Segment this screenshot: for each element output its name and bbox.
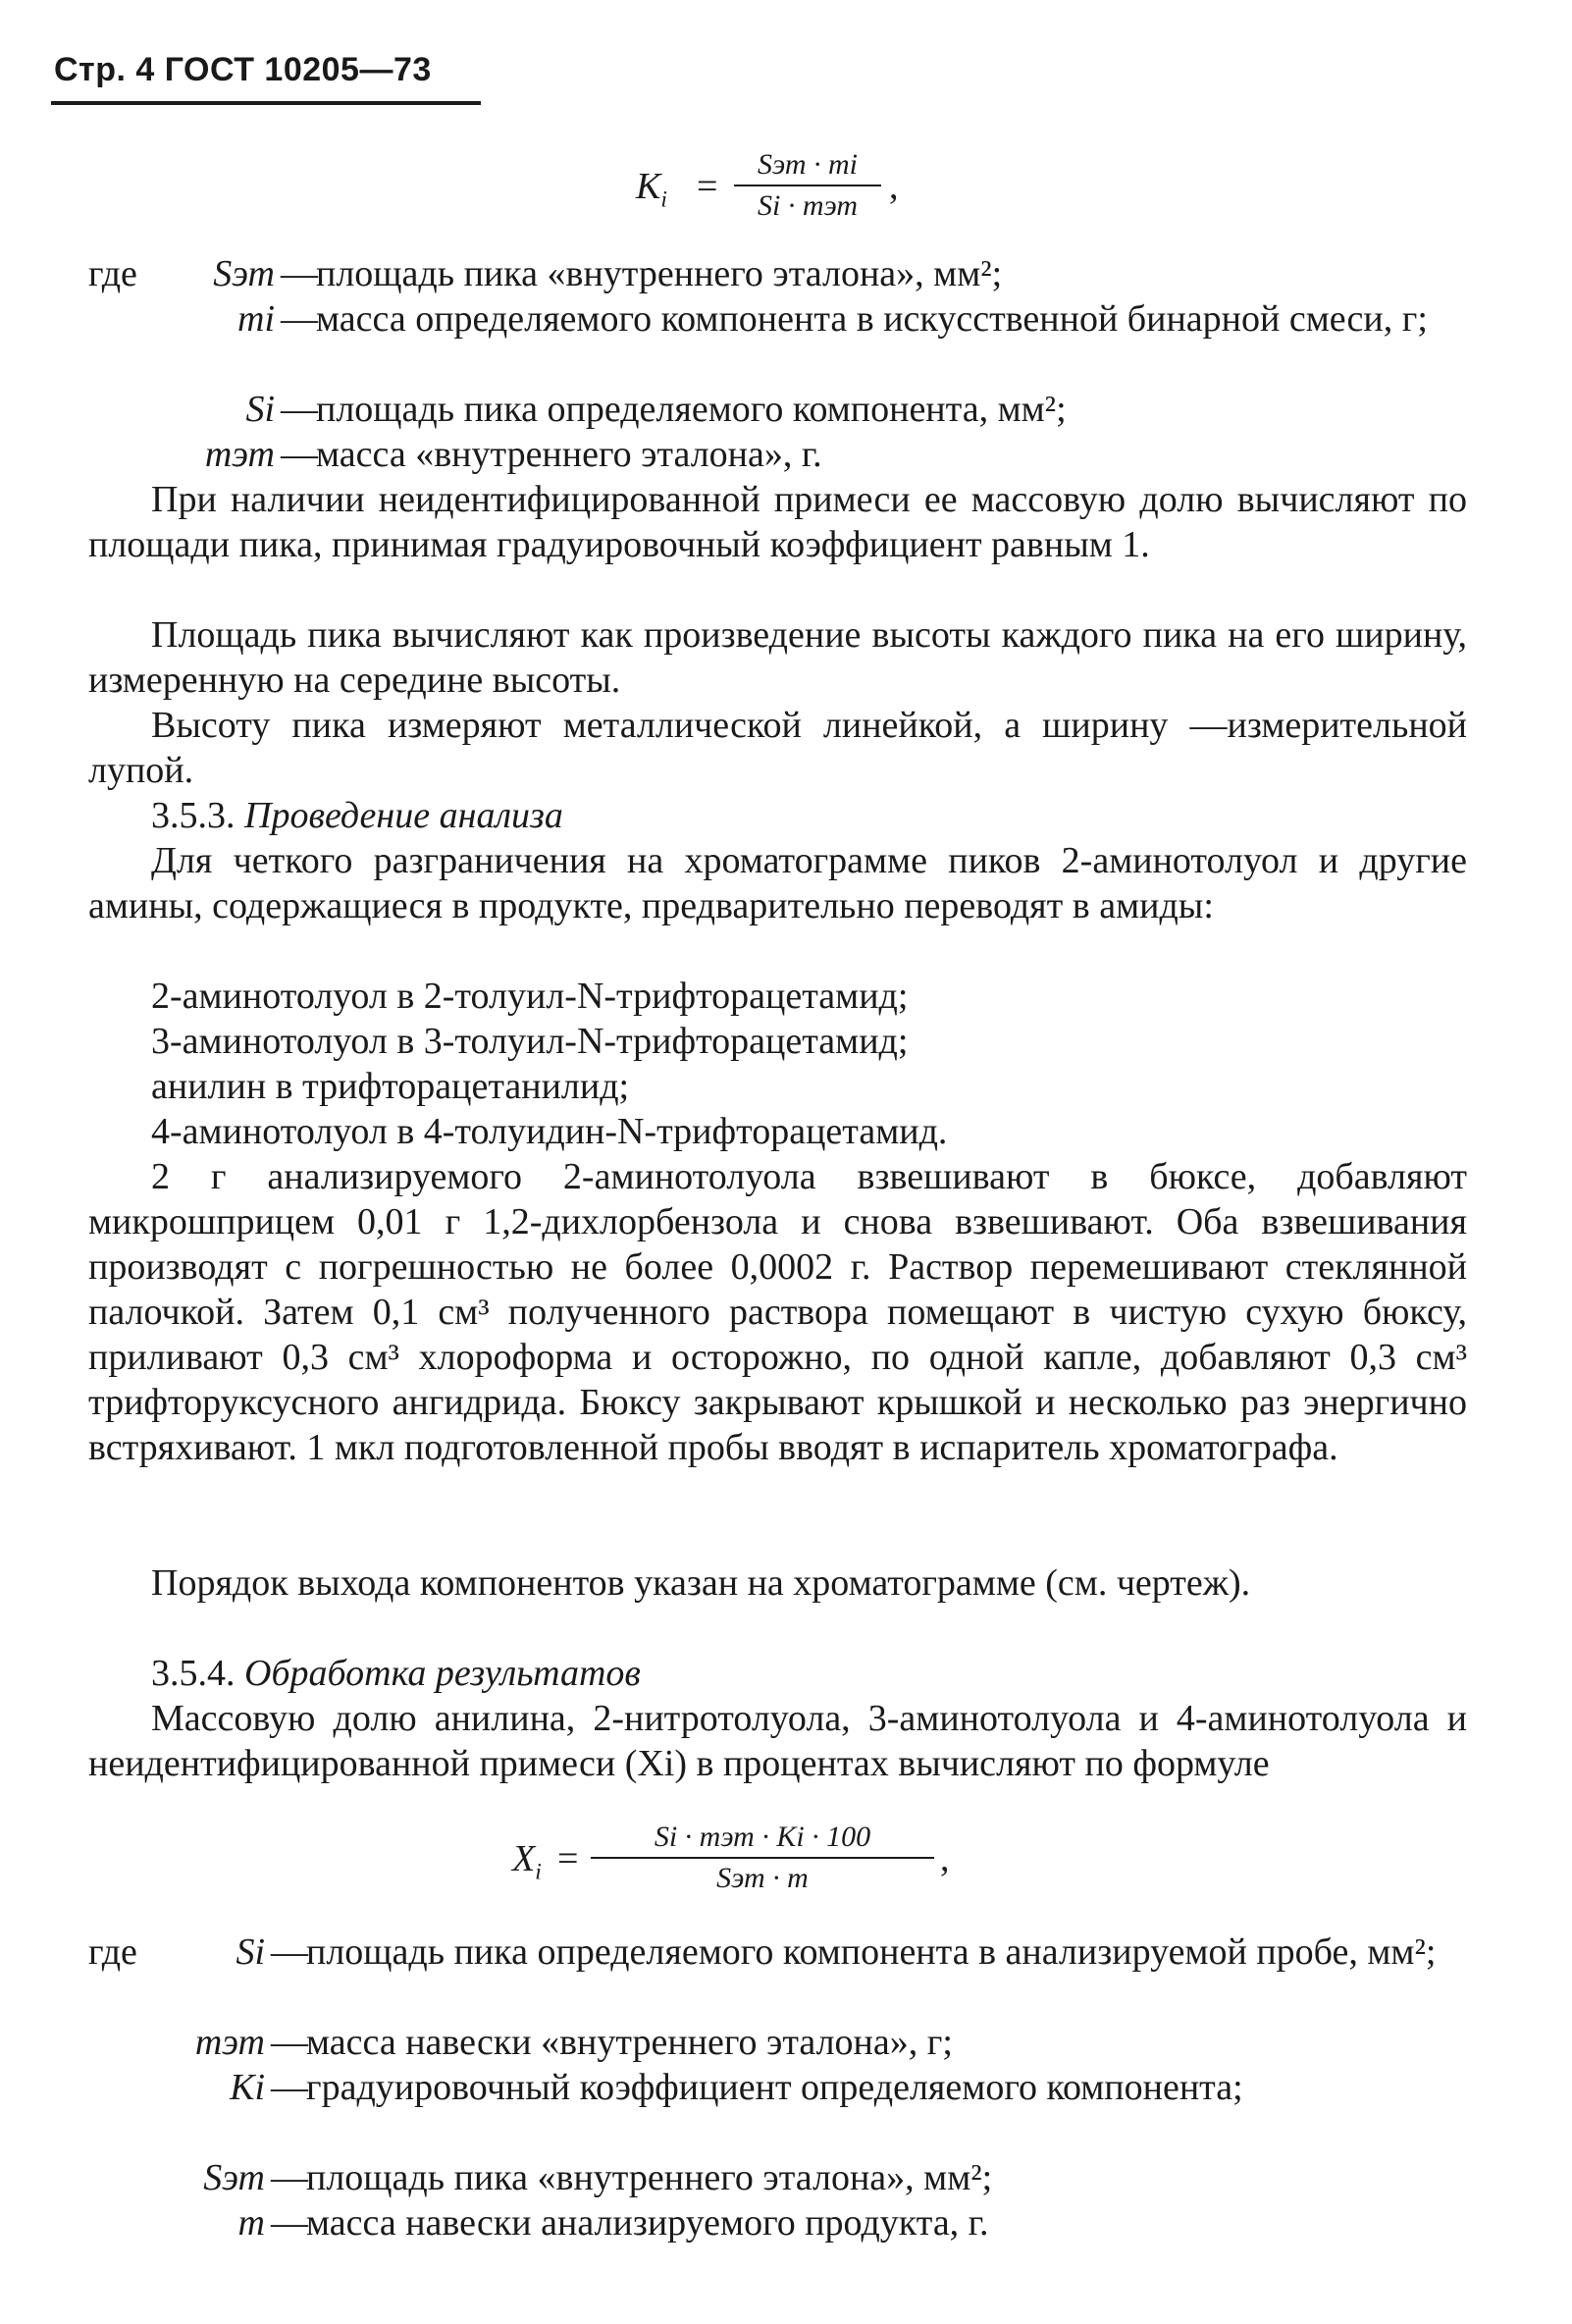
def-dash: — [271, 2157, 308, 2198]
def-dash: — [271, 2022, 308, 2063]
paragraph: При наличии неидентифицированной примеси ее массовую долю вычисляют по площади пика, принимая градуировочный коэффициент равным 1. [88, 479, 1467, 565]
def-dash: — [281, 389, 318, 430]
def-dash: — [281, 253, 318, 294]
def-dash: — [271, 2202, 308, 2244]
def-symbol: m [237, 2202, 265, 2244]
def-description: площадь пика «внутреннего эталона», мм²; [316, 253, 1003, 294]
where-label: где [88, 1931, 137, 1973]
formula-k-comma: , [889, 166, 899, 207]
def-dash: — [281, 434, 318, 475]
paragraph: Для четкого разграничения на хроматограмме пиков 2-аминотолуол и другие амины, содержащиеся в продукте, предварительно переводят в амиды: [88, 840, 1467, 926]
def-description: масса «внутреннего эталона», г. [316, 434, 822, 475]
formula-k-lhs-sub: i [660, 186, 667, 213]
def-symbol: Sэт [213, 253, 275, 294]
page-header: Стр. 4 ГОСТ 10205—73 [54, 51, 432, 88]
list-item: 2-аминотолуол в 2-толуил-N-трифторацетамид; [151, 976, 909, 1017]
fraction-bar [734, 185, 881, 186]
formula-x-lhs-sub: i [535, 1859, 542, 1885]
def-description: масса навески «внутреннего эталона», г; [306, 2022, 953, 2063]
section-heading-353 [151, 793, 563, 838]
list-item: анилин в трифторацетанилид; [151, 1066, 630, 1107]
def-description: площадь пика «внутреннего эталона», мм²; [306, 2157, 993, 2198]
def-description: площадь пика определяемого компонента в анализируемой пробе, мм²; [306, 1931, 1437, 1973]
definition-list-2 [0, 1929, 1572, 2253]
definition-list-1 [0, 251, 1572, 477]
paragraph: Высоту пика измеряют металлической линейкой, а ширину —измерительной лупой. [88, 705, 1467, 791]
paragraph: Порядок выхода компонентов указан на хроматограмме (см. чертеж). [151, 1562, 1251, 1604]
section-title: Обработка результатов [244, 1653, 641, 1694]
list-item: 3-аминотолуол в 3-толуил-N-трифторацетамид; [151, 1021, 909, 1062]
fraction-bar [591, 1857, 934, 1859]
def-symbol: mi [237, 298, 275, 340]
def-symbol: Ki [230, 2067, 265, 2108]
paragraph: 2 г анализируемого 2-аминотолуола взвешивают в бюксе, добавляют микрошприцем 0,01 г 1,2-дихлорбензола и снова взвешивают. Оба взвешивания производят с погрешностью не более 0,0002 г. Раствор перемешивают стеклянной палочкой. Затем 0,1 см³ полученного раствора помещают в чистую сухую бюксу, приливают 0,3 см³ хлороформа и осторожно, по одной капле, добавляют 0,3 см³ трифторуксусного ангидрида. Бюксу закрывают крышкой и несколько раз энергично встряхивают. 1 мкл подготовленной пробы вводят в испаритель хроматографа. [88, 1156, 1467, 1468]
formula-k-denominator: Si · mэт [758, 189, 858, 222]
section-number: 3.5.4. [151, 1653, 236, 1694]
formula-x [512, 1820, 983, 1908]
formula-x-lhs: X [512, 1838, 536, 1879]
list-item: 4-аминотолуол в 4-толуидин-N-трифторацетамид. [151, 1111, 948, 1152]
section-number: 3.5.3. [151, 795, 236, 836]
def-description: масса определяемого компонента в искусственной бинарной смеси, г; [316, 298, 1428, 340]
def-symbol: mэт [194, 2022, 265, 2063]
def-dash: — [271, 2067, 308, 2108]
def-symbol: Si [245, 389, 275, 430]
def-symbol: Sэт [203, 2157, 265, 2198]
def-dash: — [281, 298, 318, 340]
def-symbol: Si [236, 1931, 265, 1973]
section-title: Проведение анализа [244, 795, 563, 836]
formula-k-numerator: Sэт · mi [758, 148, 858, 181]
def-description: площадь пика определяемого компонента, мм²; [316, 389, 1067, 430]
formula-k [636, 147, 960, 236]
formula-k-eq: = [697, 166, 718, 207]
header-rule [51, 101, 481, 105]
formula-x-denominator: Sэт · m [716, 1862, 809, 1894]
formula-x-fraction [591, 1820, 934, 1896]
formula-k-lhs: K [636, 166, 661, 207]
formula-k-fraction [734, 147, 881, 224]
formula-x-numerator: Si · mэт · Ki · 100 [654, 1821, 871, 1853]
def-dash: — [271, 1931, 308, 1973]
paragraph: Площадь пика вычисляют как произведение высоты каждого пика на его ширину, измеренную на середине высоты. [88, 614, 1467, 701]
formula-x-eq: = [557, 1838, 579, 1879]
where-label: где [88, 253, 137, 294]
def-description: градуировочный коэффициент определяемого компонента; [306, 2067, 1243, 2108]
def-description: масса навески анализируемого продукта, г. [306, 2202, 989, 2244]
formula-x-comma: , [940, 1838, 950, 1879]
def-symbol: mэт [204, 434, 275, 475]
section-heading-354 [151, 1651, 641, 1696]
paragraph: Массовую долю анилина, 2-нитротолуола, 3-аминотолуола и 4-аминотолуола и неидентифицированной примеси (Xi) в процентах вычисляют по формуле [88, 1698, 1467, 1784]
